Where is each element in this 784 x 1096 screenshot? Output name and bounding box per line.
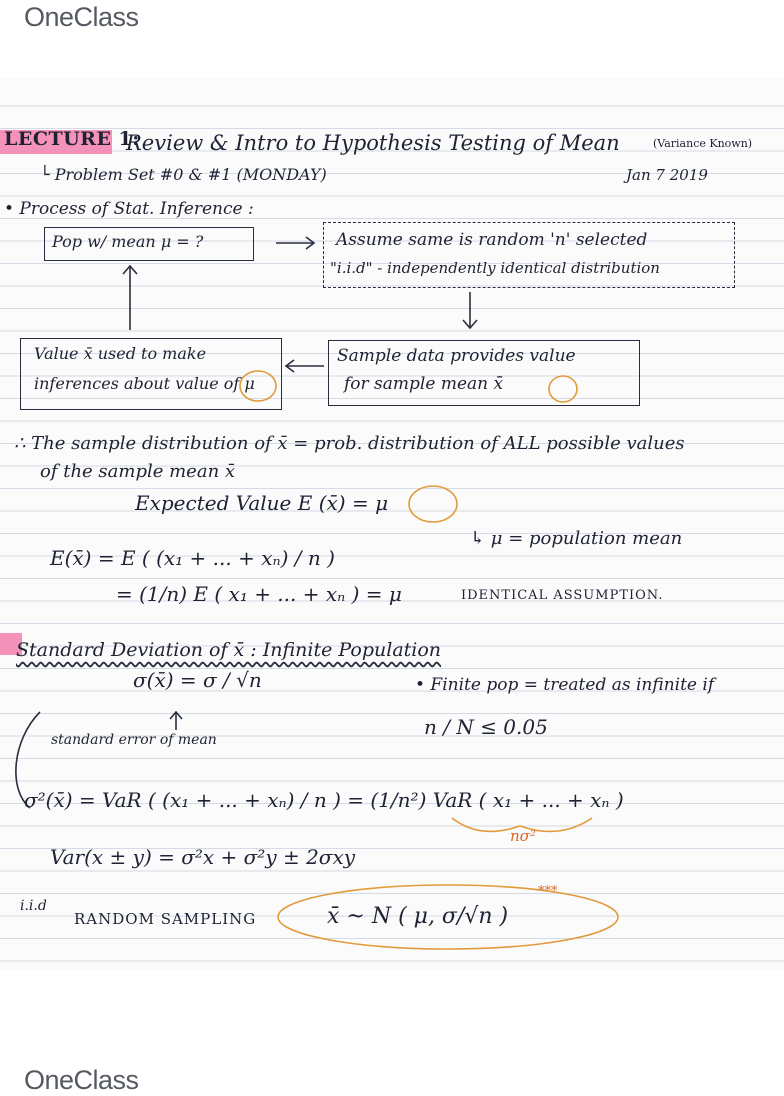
assumption-line-1: Assume same is random 'n' selected <box>336 230 648 250</box>
process-heading: • Process of Stat. Inference : <box>4 199 254 219</box>
variance-sum: Var(x ± y) = σ²x + σ²y ± 2σxy <box>50 845 356 869</box>
mu-definition: ↳ μ = population mean <box>470 528 683 549</box>
expectation-eq-1: E(x̄) = E ( (x₁ + ... + xₙ) / n ) <box>50 546 335 570</box>
circle-mu-expected <box>409 486 457 522</box>
assumption-line-2: "i.i.d" - independently identical distribution <box>330 259 660 277</box>
logo-text: OneClass <box>24 1065 139 1095</box>
value-box-line-1: Value x̄ used to make <box>34 344 207 363</box>
logo-text: OneClass <box>24 2 139 32</box>
expectation-eq-2: = (1/n) E ( x₁ + ... + xₙ ) = μ <box>116 582 402 606</box>
finite-note: • Finite pop = treated as infinite if <box>415 675 715 695</box>
random-sampling-label: RANDOM SAMPLING <box>74 910 257 928</box>
stars-mark: *** <box>538 884 558 899</box>
standard-error-label: standard error of mean <box>51 732 217 748</box>
sampling-line-1: ∴ The sample distribution of x̄ = prob. distribution of ALL possible values <box>14 433 685 454</box>
sample-box-line-2: for sample mean x̄ <box>344 374 504 394</box>
iid-label: i.i.d <box>20 898 47 914</box>
lecture-title: Review & Intro to Hypothesis Testing of Mean <box>126 131 620 155</box>
problem-sets-note: └ Problem Set #0 & #1 (MONDAY) <box>40 165 327 184</box>
ratio-condition: n / N ≤ 0.05 <box>424 715 548 739</box>
identical-assumption: IDENTICAL ASSUMPTION. <box>461 588 664 603</box>
variance-equation: σ²(x̄) = VaR ( (x₁ + ... + xₙ) / n ) = (1/n²) VaR ( x₁ + ... + xₙ ) <box>24 788 624 812</box>
normal-distribution: x̄ ~ N ( μ, σ/√n ) <box>327 904 509 929</box>
lecture-date: Jan 7 2019 <box>626 166 708 184</box>
sample-box-line-1: Sample data provides value <box>337 346 576 366</box>
variance-note: (Variance Known) <box>653 137 753 150</box>
population-box-text: Pop w/ mean μ = ? <box>52 232 204 251</box>
lecture-label: LECTURE 1: <box>4 128 140 150</box>
circle-xbar <box>549 376 577 402</box>
stddev-heading: Standard Deviation of x̄ : Infinite Population <box>16 639 442 661</box>
oneclass-logo-bottom <box>24 1065 139 1096</box>
n-sigma-note: nσ² <box>510 827 536 845</box>
value-box-line-2: inferences about value of μ <box>34 374 255 393</box>
stddev-formula: σ(x̄) = σ / √n <box>133 668 262 692</box>
sampling-line-2: of the sample mean x̄ <box>40 461 236 482</box>
circle-mu <box>240 371 276 401</box>
expected-value: Expected Value E (x̄) = μ <box>135 491 389 515</box>
